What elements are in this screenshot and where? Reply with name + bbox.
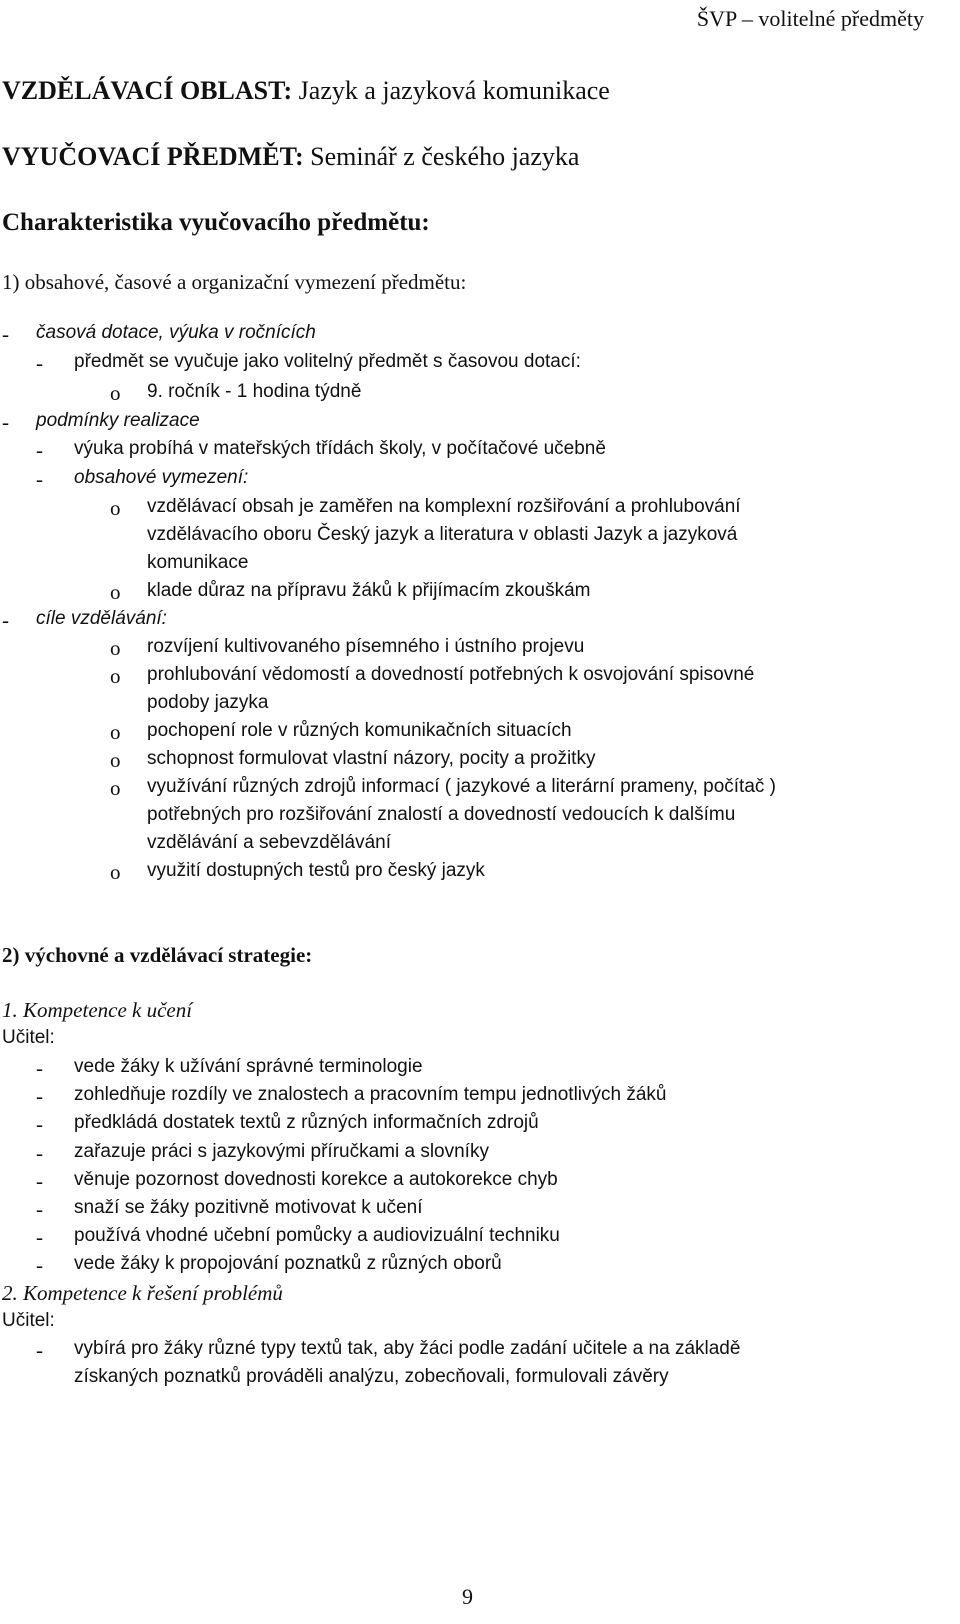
section2-title [2, 943, 312, 968]
bullet-marker: o [110, 748, 121, 772]
content-item-line: vzdělávací obsah je zaměřen na komplexní rozšiřování a prohlubování [147, 496, 741, 517]
dash-marker: - [36, 351, 43, 375]
time-allocation-sub: 9. ročník - 1 hodina týdně [147, 381, 362, 402]
section2-title-text: 2) výchovné a vzdělávací strategie: [2, 943, 313, 967]
time-allocation-item: předmět se vyučuje jako volitelný předmět s časovou dotací: [74, 351, 581, 372]
goal-item-line: prohlubování vědomostí a dovedností potřebných k osvojování spisovné [147, 664, 755, 685]
dash-marker: - [2, 322, 9, 346]
goal-item-line: využívání různých zdrojů informací ( jazykové a literární prameny, počítač ) [147, 776, 777, 797]
section1-title: 1) obsahové, časové a organizační vymezení předmětu: [2, 270, 467, 294]
bullet-marker: o [110, 381, 121, 405]
competence-item: vede žáky k užívání správné terminologie [74, 1056, 423, 1077]
bullet-marker: o [110, 636, 121, 660]
goal-item-line: vzdělávání a sebevzdělávání [147, 832, 391, 853]
competence-item: zařazuje práci s jazykovými příručkami a slovníky [74, 1141, 489, 1162]
dash-marker: - [36, 1225, 43, 1249]
bullet-marker: o [110, 860, 121, 884]
teacher-label: Učitel: [2, 1027, 55, 1048]
dash-marker: - [36, 1056, 43, 1080]
teacher-label: Učitel: [2, 1310, 55, 1331]
subject-heading [2, 142, 579, 172]
dash-marker: - [36, 1084, 43, 1108]
area-heading [2, 76, 610, 106]
dash-marker: - [36, 1169, 43, 1193]
goal-item-line: rozvíjení kultivovaného písemného i ústního projevu [147, 636, 585, 657]
goal-item-line: využití dostupných testů pro český jazyk [147, 860, 485, 881]
content-label: obsahové vymezení: [74, 467, 249, 488]
bullet-marker: o [110, 776, 121, 800]
subject-value: Seminář z českého jazyka [310, 142, 580, 171]
dash-marker: - [36, 467, 43, 491]
conditions-item: výuka probíhá v mateřských třídách školy, v počítačové učebně [74, 438, 606, 459]
content-item-line: klade důraz na přípravu žáků k přijímacím zkouškám [147, 580, 591, 601]
competence-title: 1. Kompetence k učení [2, 998, 193, 1022]
goal-item-line: pochopení role v různých komunikačních situacích [147, 720, 572, 741]
content-item-line: komunikace [147, 552, 249, 573]
dash-marker: - [36, 1112, 43, 1136]
bullet-marker: o [110, 580, 121, 604]
content-item-line: vzdělávacího oboru Český jazyk a literatura v oblasti Jazyk a jazyková [147, 524, 738, 545]
competence-item: používá vhodné učební pomůcky a audiovizuální techniku [74, 1225, 560, 1246]
dash-marker: - [36, 1141, 43, 1165]
dash-marker: - [36, 438, 43, 462]
subject-label: VYUČOVACÍ PŘEDMĚT: [2, 142, 304, 171]
bullet-marker: o [110, 496, 121, 520]
dash-marker: - [2, 608, 9, 632]
dash-marker: - [2, 410, 9, 434]
competence-title: 2. Kompetence k řešení problémů [2, 1281, 283, 1305]
dash-marker: - [36, 1253, 43, 1277]
dash-marker: - [36, 1197, 43, 1221]
area-label: VZDĚLÁVACÍ OBLAST: [2, 76, 293, 105]
goal-item-line: potřebných pro rozšiřování znalostí a dovedností vedoucích k dalšímu [147, 804, 736, 825]
conditions-label: podmínky realizace [36, 410, 200, 431]
goals-label: cíle vzdělávání: [36, 608, 167, 629]
competence-item: vybírá pro žáky různé typy textů tak, aby žáci podle zadání učitele a na základě [74, 1338, 741, 1359]
bullet-marker: o [110, 664, 121, 688]
characteristics-heading: Charakteristika vyučovacího předmětu: [2, 209, 430, 236]
goal-item-line: podoby jazyka [147, 692, 269, 713]
running-header: ŠVP – volitelné předměty [696, 6, 924, 31]
competence-item: zohledňuje rozdíly ve znalostech a pracovním tempu jednotlivých žáků [74, 1084, 667, 1105]
competence-item: snaží se žáky pozitivně motivovat k učení [74, 1197, 423, 1218]
time-allocation-label: časová dotace, výuka v ročnících [36, 322, 316, 343]
competence-item: věnuje pozornost dovednosti korekce a autokorekce chyb [74, 1169, 558, 1190]
area-value: Jazyk a jazyková komunikace [298, 76, 610, 105]
page-number: 9 [462, 1584, 473, 1609]
competence-item: předkládá dostatek textů z různých informačních zdrojů [74, 1112, 539, 1133]
dash-marker: - [36, 1338, 43, 1362]
competence-item: vede žáky k propojování poznatků z různých oborů [74, 1253, 502, 1274]
bullet-marker: o [110, 720, 121, 744]
competence-item: získaných poznatků prováděli analýzu, zobecňovali, formulovali závěry [74, 1366, 669, 1387]
goal-item-line: schopnost formulovat vlastní názory, pocity a prožitky [147, 748, 596, 769]
